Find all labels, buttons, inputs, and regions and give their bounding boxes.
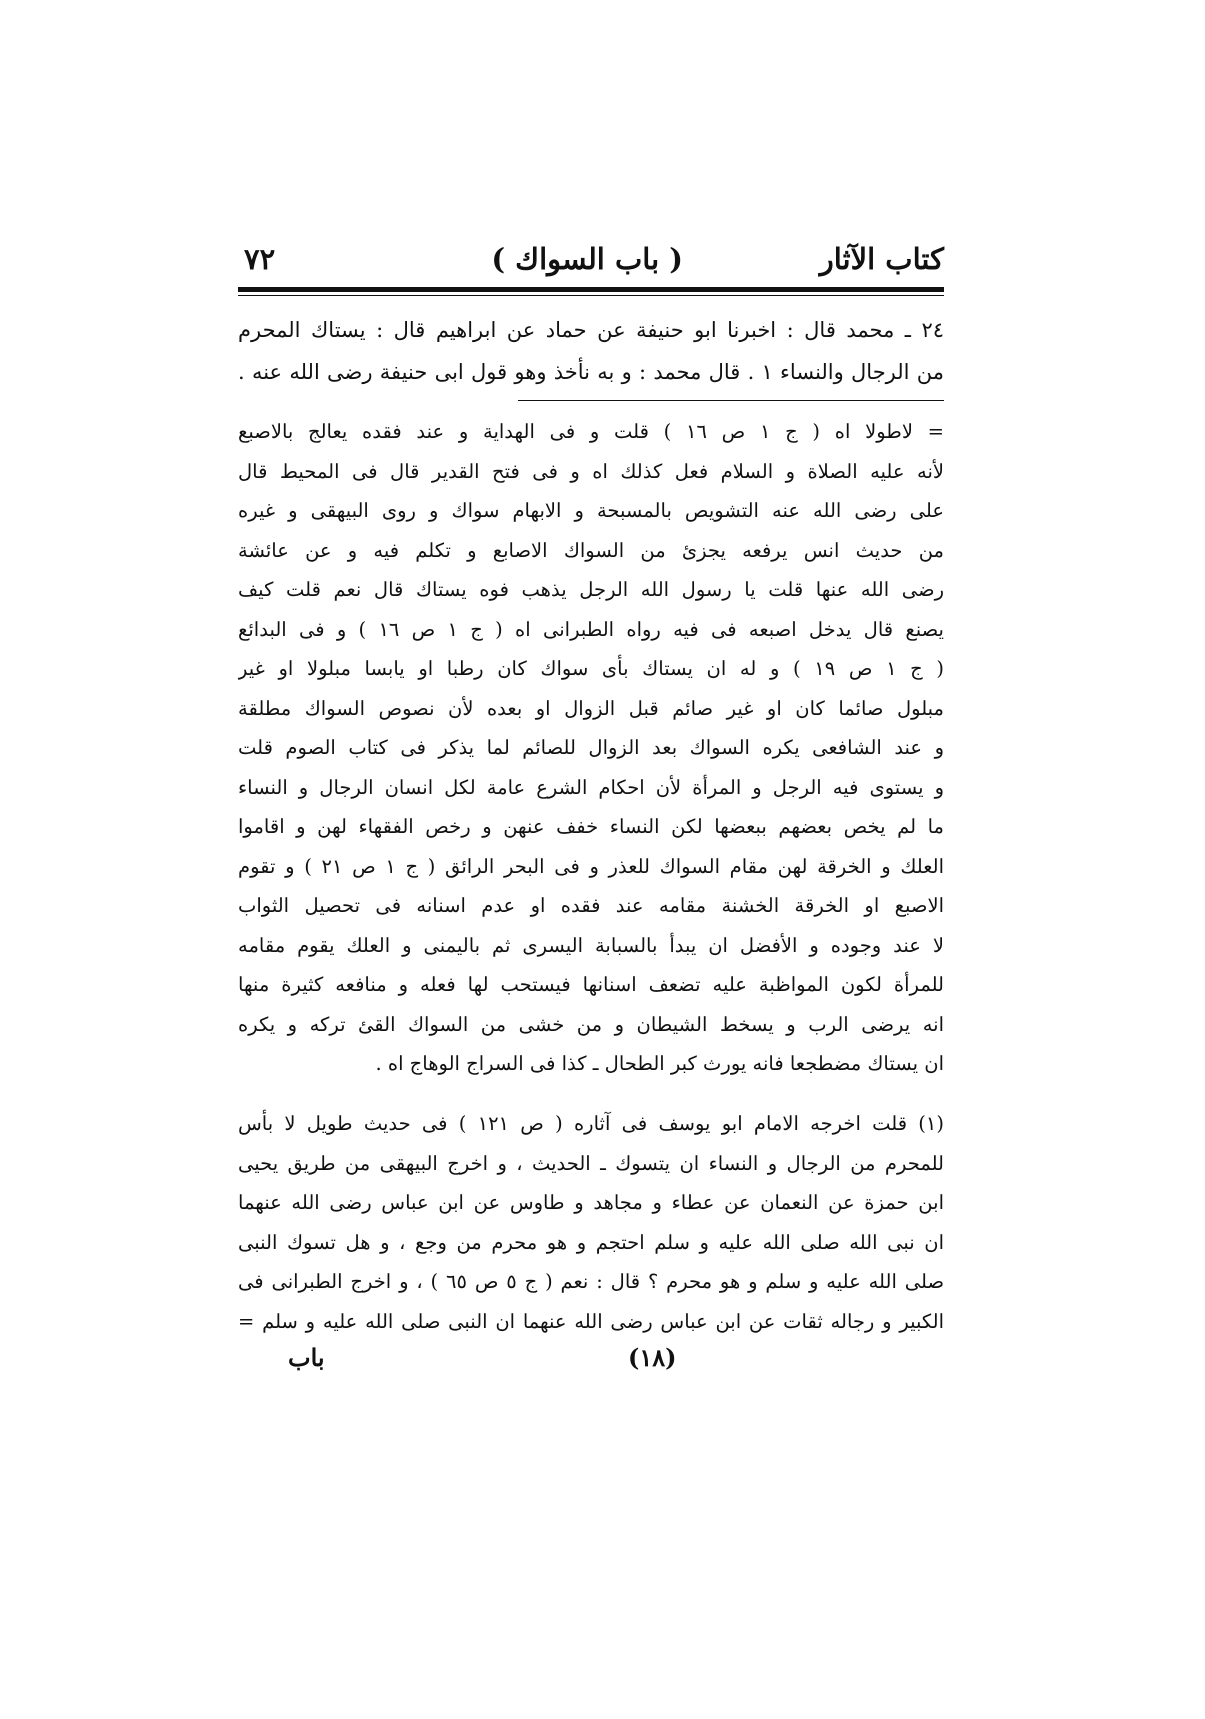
commentary-line: لا عند وجوده و الأفضل ان يبدأ بالسبابة اليسرى ثم باليمنى و العلك يقوم مقامه bbox=[238, 933, 944, 957]
commentary-line: ان يستاك مضطجعا فانه يورث كبر الطحال ـ كذا فى السراج الوهاج اه . bbox=[375, 1052, 944, 1075]
footnote-line: للمحرم من الرجال و النساء ان يتسوك ـ الحديث ، و اخرج البيهقى من طريق يحيى bbox=[238, 1151, 944, 1175]
signature-mark: (١٨) bbox=[628, 1343, 677, 1372]
chapter-title: ( باب السواك ) bbox=[491, 242, 683, 276]
commentary-line: لأنه عليه الصلاة و السلام فعل كذلك اه و فى فتح القدير قال فى المحيط قال bbox=[238, 459, 944, 483]
footnote-divider bbox=[518, 400, 944, 401]
book-title: كتاب الآثار bbox=[819, 242, 944, 276]
main-text-line: من الرجال والنساء ١ . قال محمد : و به نأخذ وهو قول ابى حنيفة رضى الله عنه . bbox=[238, 360, 944, 384]
commentary-line: ما لم يخص بعضهم ببعضها لكن النساء خفف عنهن و رخص الفقهاء لهن و اقاموا bbox=[238, 815, 944, 838]
page-header bbox=[238, 236, 944, 284]
commentary-line: يصنع قال يدخل اصبعه فى فيه رواه الطبرانى اه ( ج ١ ص ١٦ ) و فى البدائع bbox=[238, 617, 944, 641]
page-number: ٧٢ bbox=[244, 242, 276, 276]
commentary-line: = لاطولا اه ( ج ١ ص ١٦ ) قلت و فى الهداية و عند فقده يعالج بالاصبع bbox=[238, 420, 944, 443]
page-footer bbox=[238, 1343, 944, 1383]
header-rule-thin bbox=[238, 295, 944, 296]
commentary-line: مبلول صائما كان او غير صائم قبل الزوال او بعده لأن نصوص السواك مطلقة bbox=[238, 696, 944, 720]
commentary-line: من حديث انس يرفعه يجزئ من السواك الاصابع و تكلم فيه و عن عائشة bbox=[238, 538, 944, 562]
header-rule-thick bbox=[238, 287, 944, 292]
footnote-line: (١) قلت اخرجه الامام ابو يوسف فى آثاره ( ص ١٢١ ) فى حديث طويل لا بأس bbox=[238, 1112, 944, 1135]
commentary-line: ( ج ١ ص ١٩ ) و له ان يستاك بأى سواك كان رطبا او يابسا مبلولا او غير bbox=[238, 657, 944, 680]
footnote-line: ابن حمزة عن النعمان عن عطاء و مجاهد و طاوس عن ابن عباس رضى الله عنهما bbox=[238, 1191, 944, 1214]
commentary-line: على رضى الله عنه التشويص بالمسبحة و الابهام سواك و روى البيهقى و غيره bbox=[238, 499, 944, 522]
footnote-line: ان نبى الله صلى الله عليه و سلم احتجم و هو محرم من وجع ، و هل تسوك النبى bbox=[238, 1230, 944, 1254]
commentary-line: و عند الشافعى يكره السواك بعد الزوال للصائم لما يذكر فى كتاب الصوم قلت bbox=[238, 736, 944, 759]
catchword: باب bbox=[288, 1343, 325, 1372]
commentary-line: الاصبع او الخرقة الخشنة مقامه عند فقده او عدم اسنانه فى تحصيل الثواب bbox=[238, 894, 944, 917]
footnote-line: صلى الله عليه و سلم و هو محرم ؟ قال : نعم ( ج ٥ ص ٦٥ ) ، و اخرج الطبرانى فى bbox=[238, 1270, 944, 1293]
commentary-line: رضى الله عنها قلت يا رسول الله الرجل يذهب فوه يستاك قال نعم قلت كيف bbox=[238, 578, 944, 601]
commentary-line: العلك و الخرقة لهن مقام السواك للعذر و فى البحر الرائق ( ج ١ ص ٢١ ) و تقوم bbox=[238, 854, 944, 878]
commentary-line: و يستوى فيه الرجل و المرأة لأن احكام الشرع عامة لكل انسان الرجال و النساء bbox=[238, 775, 944, 799]
footnote-line: الكبير و رجاله ثقات عن ابن عباس رضى الله عنهما ان النبى صلى الله عليه و سلم = bbox=[238, 1309, 944, 1333]
main-text bbox=[238, 309, 944, 393]
footnote-1 bbox=[238, 1104, 944, 1341]
main-text-line: ٢٤ ـ محمد قال : اخبرنا ابو حنيفة عن حماد عن ابراهيم قال : يستاك المحرم bbox=[238, 318, 944, 342]
commentary-line: انه يرضى الرب و يسخط الشيطان و من خشى من السواك القئ تركه و يكره bbox=[238, 1012, 944, 1036]
commentary-line: للمرأة لكون المواظبة عليه تضعف اسنانها فيستحب لها فعله و منافعه كثيرة منها bbox=[238, 973, 944, 996]
commentary-continuation bbox=[238, 412, 944, 1084]
